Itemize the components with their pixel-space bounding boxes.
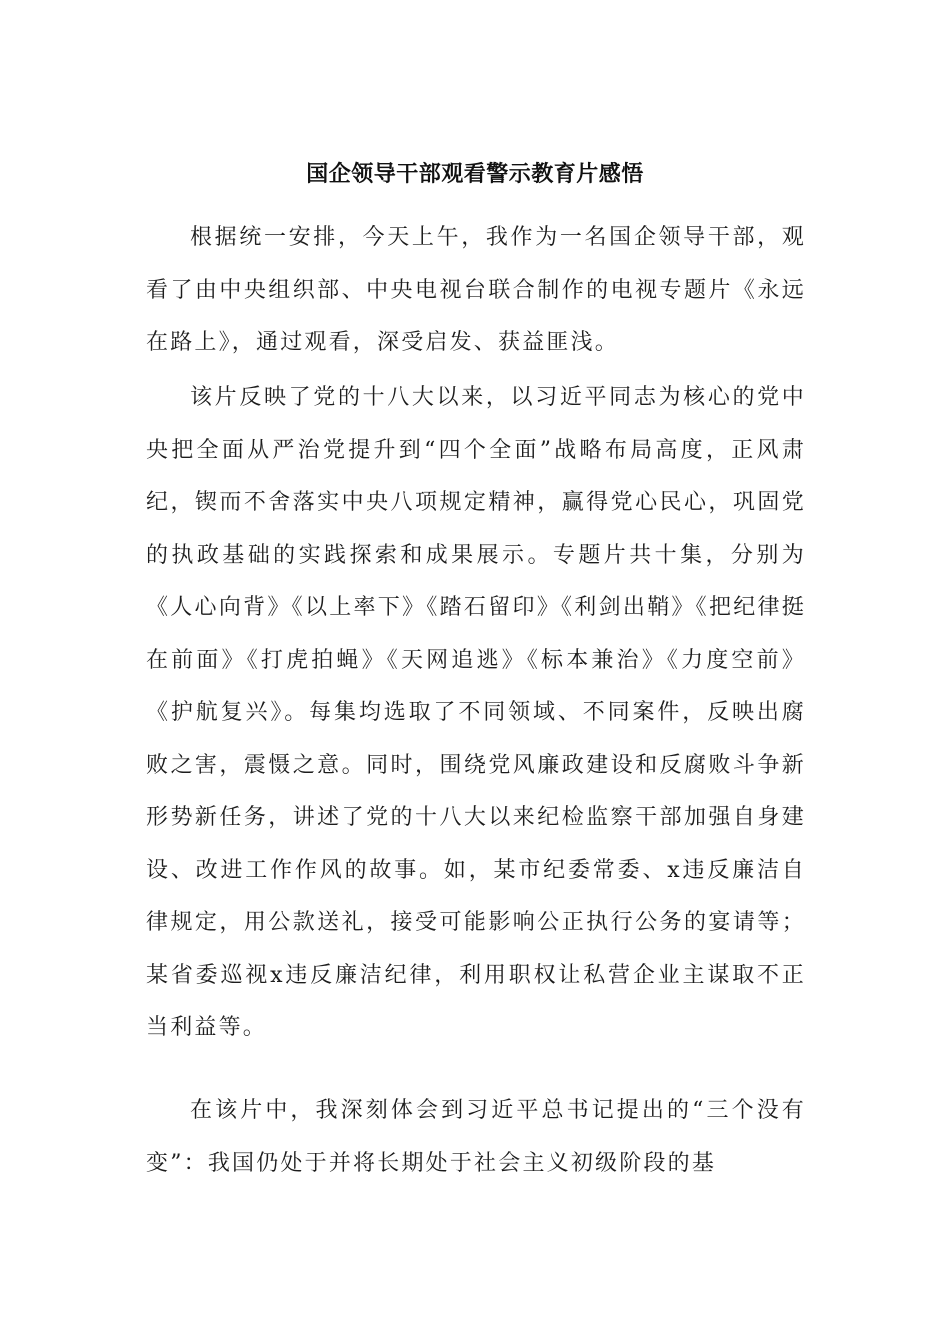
document-title: 国企领导干部观看警示教育片感悟 xyxy=(306,161,644,187)
paragraph-2: 该片反映了党的十八大以来，以习近平同志为核心的党中央把全面从严治党提升到“四个全面”战略布局高度，正风肃纪，锲而不舍落实中央八项规定精神，赢得党心民心，巩固党的执政基础的实践探索和成果展示。专题片共十集，分别为《人心向背》《以上率下》《踏石留印》《利剑出鞘》《把纪律挺在前面》《打虎拍蝇》《天网追逃》《标本兼治》《力度空前》《护航复兴》。每集均选取了不同领域、不同案件，反映出腐败之害，震慑之意。同时，围绕党风廉政建设和反腐败斗争新形势新任务，讲述了党的十八大以来纪检监察干部加强自身建设、改进工作作风的故事。如，某市纪委常委、x违反廉洁自律规定，用公款送礼，接受可能影响公正执行公务的宴请等；某省委巡视x违反廉洁纪律，利用职权让私营企业主谋取不正当利益等。 xyxy=(146,385,806,1040)
paragraph-1: 根据统一安排，今天上午，我作为一名国企领导干部，观看了由中央组织部、中央电视台联合制作的电视专题片《永远在路上》，通过观看，深受启发、获益匪浅。 xyxy=(146,225,806,355)
paragraph-3: 在该片中，我深刻体会到习近平总书记提出的“三个没有变”：我国仍处于并将长期处于社会主义初级阶段的基 xyxy=(146,1098,806,1176)
